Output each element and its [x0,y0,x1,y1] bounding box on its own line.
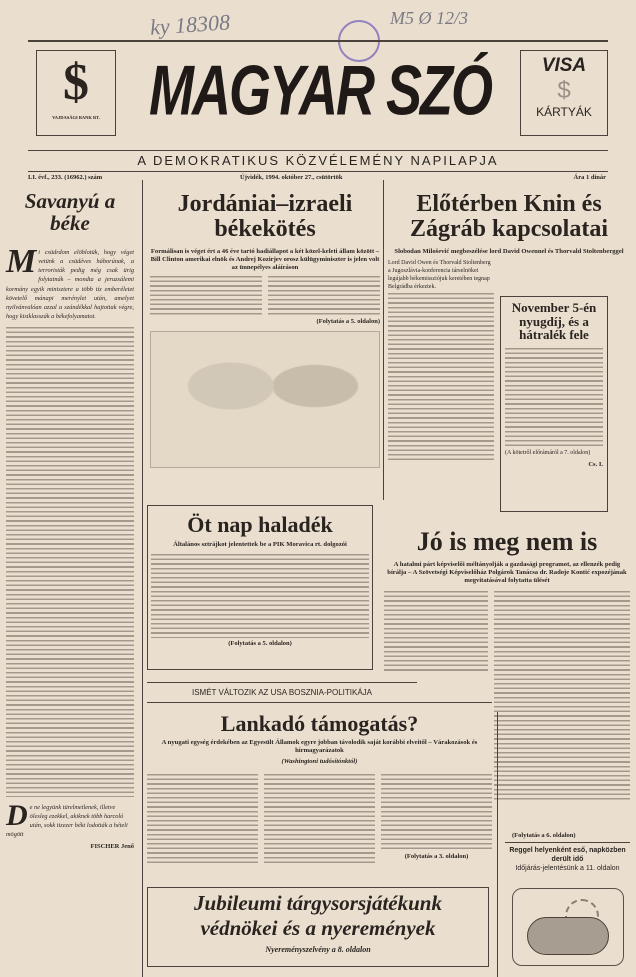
subhead: Formálisan is véget ért a 46 éve tartó hadiállapot a két közel-keleti állam között – Bill Clinton amerikai elnök és Andrej Kozirjev orosz külügyminiszter is jelen volt az ünnepélyes aláíráson [150,248,380,272]
headline: Jó is meg nem is [416,527,598,556]
dateline: Újvidék, 1994. október 27., csütörtök [240,174,343,181]
headline: Jordániai–izraeli békekötés [177,191,353,243]
article-body [494,591,630,801]
editorial-lead: i csüdrdom elöblotük, hogy véget vetünk a csüdéves háborúnak, a terroristák pedig még csak ürig folytatnák – mondta a jeruzsálemi kormány egyik minisztere a több tíz emberéletet követelő mánapi merénylet után, amelyet nyilvánvalóan azzal a szándékkal hajtottak végre, hogy kisiklasszák a békefolyamatot. [6,249,134,320]
promo-line: védnökei és a nyeremények [200,916,436,940]
editorial-title: Savanyú a béke [24,189,116,236]
tagline: A DEMOKRATIKUS KÖZVÉLEMÉNY NAPILAPJA [137,153,499,168]
promo-note: Nyereményszelvény a 8. oldalon [265,945,371,954]
price: Ára 1 dinár [573,174,606,181]
editorial-column [6,190,134,850]
lead: Lord David Owen és Thorvald Stoltenberg a Jugoszlávia-konferencia társelnökei legújabb békemissziójuk keretében tegnap Belgrádba érkeztek. [388,260,491,290]
article-body [388,293,494,463]
subhead: A hatalmi párt képviselői méltányolják a gazdasági programot, az ellenzék pedig bírálja – A Szövetségi Képviselőház Polgárok Tanácsa dr. Radoje Kontić expozéjának megvitatásával folytatta ülését [387,561,627,585]
byline: (Washingtoni tudósítónktól) [281,757,358,765]
subhead: Slobodan Milošević megbeszélése lord David Owennel és Thorvald Stoltenberggel [394,248,624,256]
visa-cards-ad [520,50,608,136]
headline: Lankadó támogatás? [220,711,419,736]
article-body [384,591,488,671]
drop-cap: M [6,243,37,281]
weather-link: Időjárás-jelentésünk a 11. oldalon [515,864,620,872]
editorial-closing: e ne legyünk türelmetlenek, illetve ölesleg ezekkel, akiknek több harcoló után, sokk tizezer békt lodották a hételi mögött [6,804,128,839]
bank-name: VAJDASÁGI BANK RT. [52,115,100,120]
weather-forecast [505,847,630,873]
promo-line: Jubileumi tárgysorsjátékunk [194,891,442,915]
visa-label: VISA [541,55,587,76]
article-body [150,276,262,316]
handwritten-note: M5 Ø 12/3 [390,8,468,28]
author: Cs. I. [588,461,603,469]
article-bosnia [147,712,492,864]
headline: November 5-én nyugdíj, és a hátralék fele [511,300,597,343]
subhead: Általános sztrájkot jelentettek be a PIK Moravica rt. dolgozói [173,541,347,549]
continuation: (Folytatás a 3. oldalon) [404,852,469,860]
continuation: (Folytatás a 5. oldalon) [228,640,292,647]
headline: Öt nap haladék [187,512,333,537]
promo-box [147,887,489,967]
drop-cap: D [6,799,28,833]
bank-logo [36,50,116,136]
continuation: (A kötetről előrámáról a 7. oldalon) [505,449,591,456]
editorial-author: FISCHER Jenő [90,842,134,850]
masthead-title: MAGYAR SZÓ [149,52,491,130]
subhead: A nyugati egység érdekében az Egyesült Államok egyre jobban távolodik saját korábbi elveitől – Várakozások és hírmagyarázatok [161,739,478,754]
kicker: ISMÉT VÁLTOZIK AZ USA BOSZNIA-POLITIKÁJA [191,688,373,697]
weather-widget [512,888,624,966]
handwritten-note: ky 18308 [149,9,231,40]
cartoon-illustration [150,331,380,468]
bank-logo-icon: $ [63,54,89,111]
article-body [147,774,258,864]
cloud-icon [527,917,609,955]
article-pension [500,296,608,512]
cards-label: KÁRTYÁK [536,105,592,119]
article-body [264,774,375,864]
article-body [381,774,492,850]
headline: Előtérben Knin és Zágráb kapcsolatai [409,191,609,243]
weather-text: Reggel helyenként eső, napközben derült idő [509,847,626,863]
editorial-body [6,327,134,797]
article-jordan [150,192,380,468]
article-body [151,554,369,638]
issue-number: LI. évf., 233. (16962.) szám [28,174,103,181]
article-body [268,276,380,316]
continuation: (Folytatás a 5. oldalon) [316,318,380,326]
continuation: (Folytatás a 6. oldalon) [512,832,576,839]
article-strike [147,505,373,670]
card-logo-icon: $ [557,77,571,104]
article-body [505,348,603,448]
